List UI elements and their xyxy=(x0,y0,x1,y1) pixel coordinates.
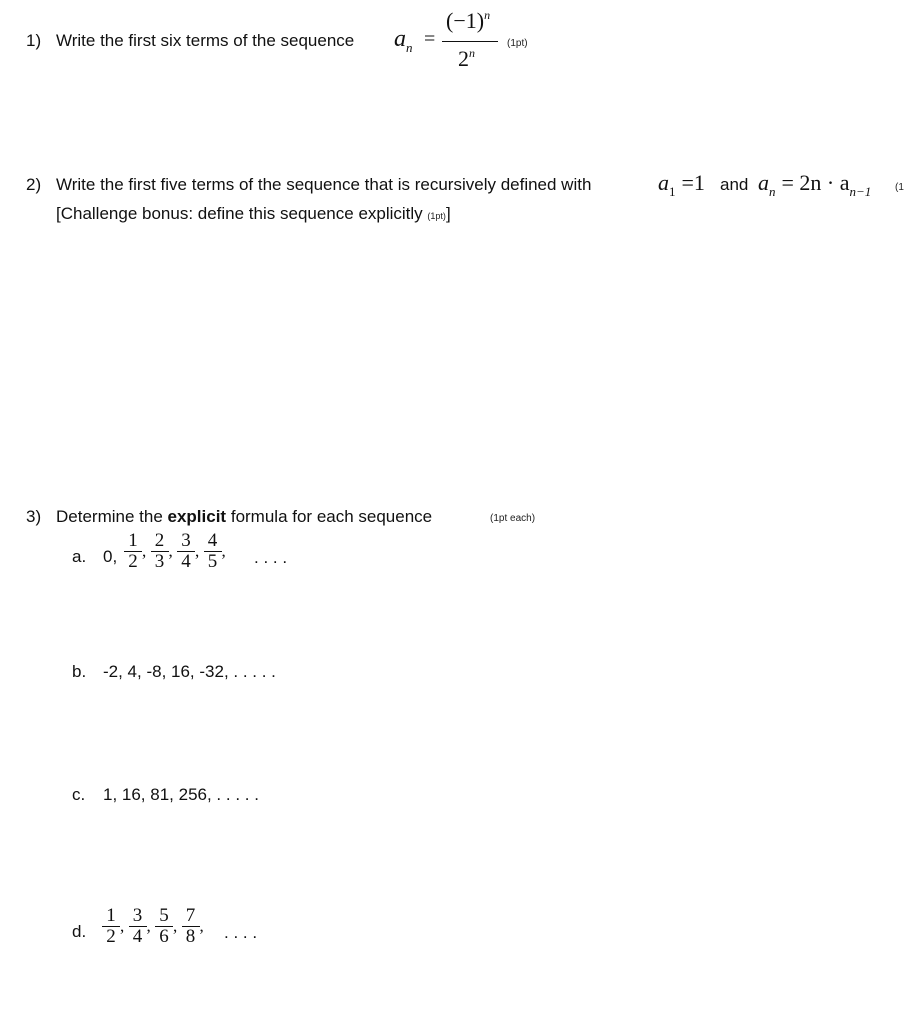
q3d-num-1: 1 xyxy=(106,905,116,926)
q3c-sequence: 1, 16, 81, 256, . . . . . xyxy=(103,785,259,804)
q1-text: Write the first six terms of the sequence xyxy=(56,31,355,50)
q1-numerator-base: (−1) xyxy=(446,8,485,33)
q2-number: 2) xyxy=(26,175,42,194)
q3d-den-1: 2 xyxy=(106,926,116,947)
q3a-lead: 0, xyxy=(103,547,118,566)
q2-bonus-text: [Challenge bonus: define this sequence explicitly xyxy=(56,204,423,223)
q3b-label: b. xyxy=(72,662,87,681)
q1-number: 1) xyxy=(26,31,42,50)
q2-and: and xyxy=(720,175,749,194)
q3a-num-4: 4 xyxy=(207,530,218,551)
q2-an-rhs-sub: n−1 xyxy=(849,184,872,199)
q2-an-sub: n xyxy=(769,184,776,199)
q3d-fraction xyxy=(129,906,147,947)
q2-bonus-line xyxy=(56,204,451,224)
q1-lhs-sub: n xyxy=(406,40,413,55)
q3d-fractions: $\frac{1}{2}$ , $\frac{3}{4}$ , $\frac{5}{6}$ , $\frac{7}{8}$ , xyxy=(102,906,204,947)
q3c-label: c. xyxy=(72,785,86,804)
q3-text-bold: explicit xyxy=(167,507,227,526)
q3a-fraction xyxy=(204,531,222,572)
q3a-fraction xyxy=(151,531,169,572)
q3a-num-3: 3 xyxy=(181,530,191,551)
q1-denominator-base: 2 xyxy=(458,46,469,71)
q2-an xyxy=(758,170,872,199)
q1-equals: = xyxy=(424,28,436,50)
q3a-num-1: 1 xyxy=(128,530,138,551)
q3d-den-3: 6 xyxy=(159,926,169,947)
q2-bonus-close: ] xyxy=(445,204,451,223)
q3d-ellipsis: . . . . xyxy=(224,923,258,942)
q1-lhs-var: a xyxy=(394,26,406,52)
q2-a1-rhs: =1 xyxy=(681,170,705,195)
q1-points: (1pt) xyxy=(507,38,528,49)
q1-fraction-bar xyxy=(442,41,498,42)
q1-denominator xyxy=(458,46,475,72)
q3d-den-4: 8 xyxy=(185,926,196,947)
q3a-num-2: 2 xyxy=(154,530,165,551)
q3a-label: a. xyxy=(72,547,87,566)
q3-points: (1pt each) xyxy=(490,513,536,524)
q3d-label: d. xyxy=(72,922,87,941)
q2-text: Write the first five terms of the sequence that is recursively defined with xyxy=(56,175,592,194)
q2-a1-var: a xyxy=(658,170,669,195)
q3d-fraction xyxy=(155,906,173,947)
q3a-den-2: 3 xyxy=(154,551,165,572)
q2-points: (1 xyxy=(895,182,904,193)
q3d-fraction xyxy=(102,906,120,947)
q2-a1 xyxy=(658,170,705,199)
q3b-sequence: -2, 4, -8, 16, -32, . . . . . xyxy=(103,662,276,681)
q3d-num-3: 5 xyxy=(159,905,169,926)
q1-numerator-exp: n xyxy=(484,8,491,22)
q3-number: 3) xyxy=(26,507,42,526)
q1-denominator-exp: n xyxy=(469,46,475,60)
q3d-den-2: 4 xyxy=(132,926,143,947)
q3-text-before: Determine the xyxy=(56,507,163,526)
q2-a1-sub: 1 xyxy=(669,184,676,199)
q3a-fraction xyxy=(177,531,195,572)
q2-an-var: a xyxy=(758,170,769,195)
q3a-fractions: $\frac{1}{2}$ , $\frac{2}{3}$ , $\frac{3}{4}$ , $\frac{4}{5}$ , xyxy=(124,531,226,572)
q3a-den-1: 2 xyxy=(128,551,138,572)
q3a-fraction xyxy=(124,531,142,572)
q3d-num-2: 3 xyxy=(132,905,143,926)
q3-instruction xyxy=(56,507,432,527)
q3a-ellipsis: . . . . xyxy=(254,548,288,567)
q2-an-rhs: = 2n · a xyxy=(781,170,850,195)
q3-text-after: formula for each sequence xyxy=(230,507,433,526)
q3a-den-4: 5 xyxy=(207,551,218,572)
q1-lhs xyxy=(394,26,413,53)
q2-bonus-points: (1pt) xyxy=(427,211,446,221)
q3d-fraction xyxy=(182,906,200,947)
q3d-num-4: 7 xyxy=(185,905,196,926)
q3a-den-3: 4 xyxy=(181,551,191,572)
q1-numerator xyxy=(446,8,490,34)
